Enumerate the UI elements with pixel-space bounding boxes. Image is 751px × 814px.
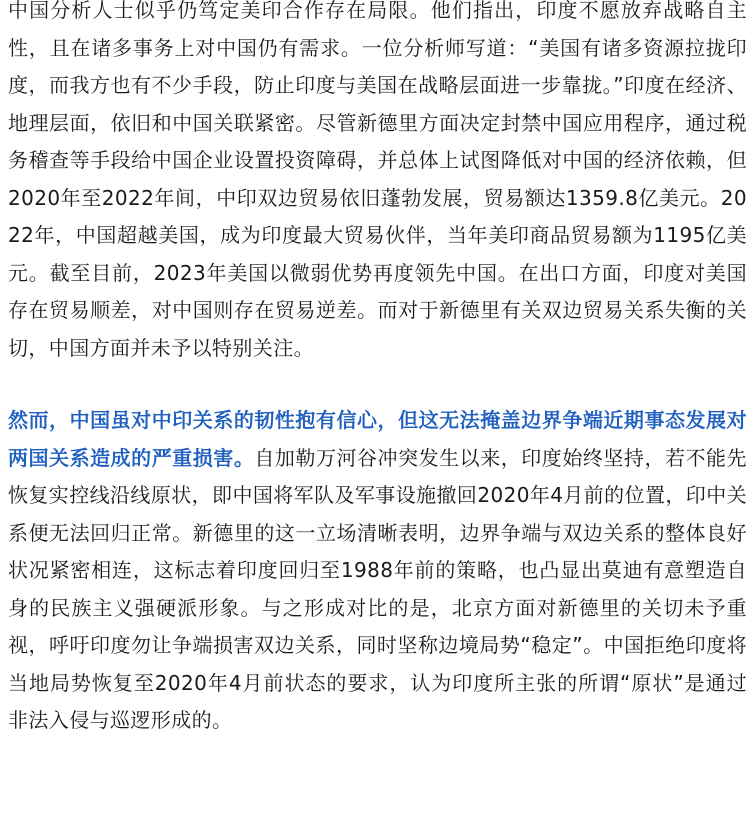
paragraph-1: 中国分析人士似乎仍笃定美印合作存在局限。他们指出，印度不愿放弃战略自主性，且在诸多事务上对中国仍有需求。一位分析师写道：“美国有诸多资源拉拢印度，而我方也有不少手段，防止印度与美国在战略层面进一步靠拢。”印度在经济、地理层面，依旧和中国关联紧密。尽管新德里方面决定封禁中国应用程序，通过税务稽查等手段给中国企业设置投资障碍，并总体上试图降低对中国的经济依赖，但2020年至2022年间，中印双边贸易依旧蓬勃发展，贸易额达1359.8亿美元。2022年，中国超越美国，成为印度最大贸易伙伴，当年美印商品贸易额为1195亿美元。截至目前，2023年美国以微弱优势再度领先中国。在出口方面，印度对美国存在贸易顺差，对中国则存在贸易逆差。而对于新德里有关双边贸易关系失衡的关切，中国方面并未予以特别关注。 [8, 0, 747, 360]
paragraph-2-highlight: 然而，中国虽对中印关系的韧性抱有信心，但这无法掩盖边界争端近期事态发展对两国关系造成的严重损害。 [8, 408, 747, 470]
paragraph-2-body: 自加勒万河谷冲突发生以来，印度始终坚持，若不能先恢复实控线沿线原状，即中国将军队及军事设施撤回2020年4月前的位置，印中关系便无法回归正常。新德里的这一立场清晰表明，边界争端与双边关系的整体良好状况紧密相连，这标志着印度回归至1988年前的策略，也凸显出莫迪有意塑造自身的民族主义强硬派形象。与之形成对比的是，北京方面对新德里的关切未予重视，呼吁印度勿让争端损害双边关系，同时坚称边境局势“稳定”。中国拒绝印度将当地局势恢复至2020年4月前状态的要求，认为印度所主张的所谓“原状”是通过非法入侵与巡逻形成的。 [8, 445, 747, 732]
paragraph-2 [8, 402, 747, 740]
